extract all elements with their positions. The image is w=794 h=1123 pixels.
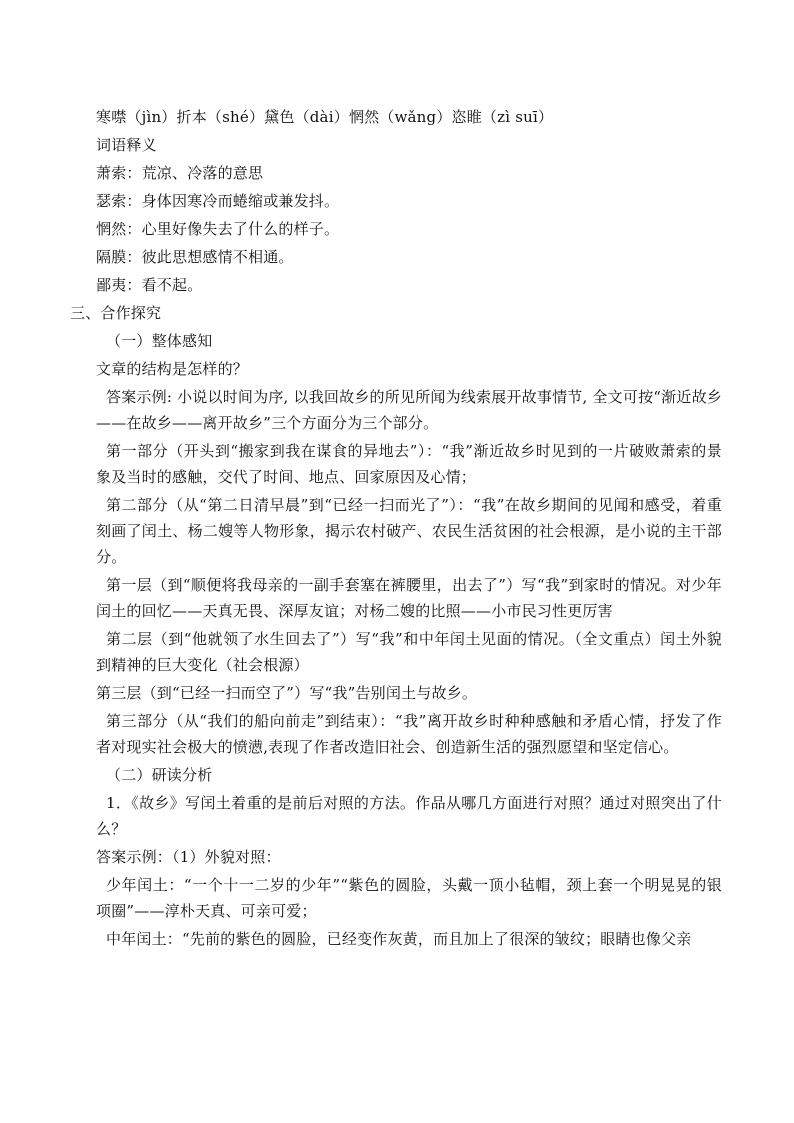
young-runtu-paragraph: 少年闰土：“一个十一二岁的少年”“紫色的圆脸，头戴一顶小毡帽，颈上套一个明晃晃的银项圈”——淳朴天真、可亲可爱； [96,876,722,920]
question-contrast-paragraph: 1．《故乡》写闰土着重的是前后对照的方法。作品从哪几方面进行对照？通过对照突出了什么？ [96,794,722,838]
layer-one-paragraph: 第一层（到“顺便将我母亲的一副手套塞在裤腰里，出去了”）写“我”到家时的情况。对少年闰土的回忆——天真无畏、深厚友谊；对杨二嫂的比照——小市民习性更厉害 [96,576,722,620]
answer-structure-paragraph: 答案示例: 小说以时间为序, 以我回故乡的所见所闻为线索展开故事情节, 全文可按“渐近故乡——在故乡——离开故乡”三个方面分为三个部分。 [96,388,722,432]
layer-two-paragraph: 第二层（到“他就领了水生回去了”）写“我”和中年闰土见面的情况。（全文重点）闰土外貌到精神的巨大变化（社会根源） [96,630,722,674]
section-heading-cooperation: 三、合作探究 [70,304,162,322]
answer-contrast-line: 答案示例：（1）外貌对照： [96,848,281,866]
subsection-heading-overview: （一）整体感知 [106,332,213,350]
layer-three-paragraph: 第三层（到“已经一扫而空了”）写“我”告别闰土与故乡。 [96,684,478,702]
part-two-paragraph: 第二部分（从“第二日清早晨”到“已经一扫而光了”）：“我”在故乡期间的见闻和感受，着重刻画了闰土、杨二嫂等人物形象，揭示农村破产、农民生活贫困的社会根源，是小说的主干部分。 [96,496,722,566]
glossary-item-gemo: 隔膜：彼此思想感情不相通。 [96,248,294,266]
part-one-paragraph: 第一部分（开头到“搬家到我在谋食的异地去”）：“我”渐近故乡时见到的一片破败萧索的景象及当时的感触，交代了时间、地点、回家原因及心情； [96,442,722,486]
pronunciation-line: 寒噤（jìn）折本（shé）黛色（dài）惘然（wǎng）恣睢（zì suī） [96,108,554,126]
middle-runtu-paragraph: 中年闰土：“先前的紫色的圆脸，已经变作灰黄，而且加上了很深的皱纹；眼睛也像父亲 [106,930,692,948]
part-three-paragraph: 第三部分（从“我们的船向前走”到结束）：“我”离开故乡时种种感触和矛盾心情，抒发了作者对现实社会极大的愤懑,表现了作者改造旧社会、创造新生活的强烈愿望和坚定信心。 [96,712,722,756]
glossary-title: 词语释义 [96,136,157,154]
document-content [70,102,722,952]
glossary-item-sesuo: 瑟索：身体因寒冷而蜷缩或兼发抖。 [96,192,340,210]
subsection-heading-analysis: （二）研读分析 [106,766,213,784]
question-structure: 文章的结构是怎样的？ [96,360,249,378]
glossary-item-wangran: 惘然：心里好像失去了什么的样子。 [96,220,340,238]
glossary-item-biyi: 鄙夷：看不起。 [96,276,203,294]
glossary-item-xiaosuo: 萧索：荒凉、冷落的意思 [96,164,264,182]
